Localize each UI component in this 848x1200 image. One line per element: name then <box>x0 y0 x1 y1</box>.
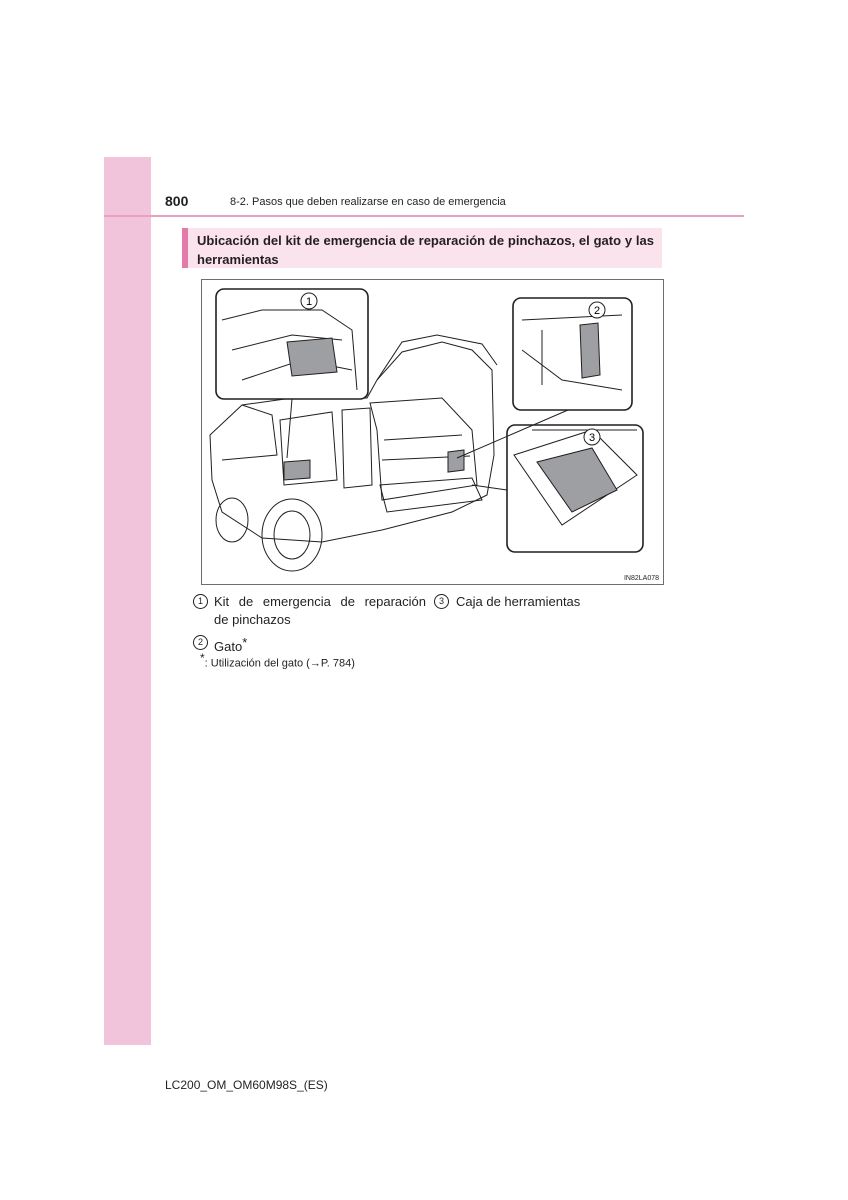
legend-number-2: 2 <box>193 635 208 650</box>
header-rule <box>104 215 744 217</box>
legend-item-3: Caja de herramientas <box>456 594 581 609</box>
vehicle-illustration <box>201 279 664 585</box>
section-heading: Ubicación del kit de emergencia de reparación de pinchazos, el gato y las herramientas <box>197 233 654 267</box>
running-header: 8-2. Pasos que deben realizarse en caso de emergencia <box>230 196 506 208</box>
asterisk-mark: * <box>242 635 248 650</box>
legend-item-1-line1: Kit de emergencia de reparación <box>214 594 426 609</box>
document-code: LC200_OM_OM60M98S_(ES) <box>165 1078 328 1092</box>
section-heading-box <box>182 228 662 268</box>
callout-2: 2 <box>593 305 601 317</box>
footnote-reference: P. 784) <box>320 657 355 670</box>
legend-item-2-label: Gato <box>214 639 243 654</box>
arrow-icon: → <box>309 657 321 670</box>
vehicle-drawing <box>202 280 663 584</box>
legend-item-1-line2: de pinchazos <box>214 612 291 627</box>
footnote <box>200 651 355 670</box>
footnote-mark: * <box>200 651 205 665</box>
callout-3: 3 <box>588 432 596 444</box>
legend-number-1: 1 <box>193 594 208 609</box>
footnote-text-start: : Utilización del gato ( <box>204 657 310 670</box>
figure-code: IN82LA078 <box>623 575 659 582</box>
page-number: 800 <box>165 193 189 209</box>
side-color-band <box>104 157 151 1045</box>
callout-1: 1 <box>305 296 313 308</box>
legend-number-3: 3 <box>434 594 449 609</box>
